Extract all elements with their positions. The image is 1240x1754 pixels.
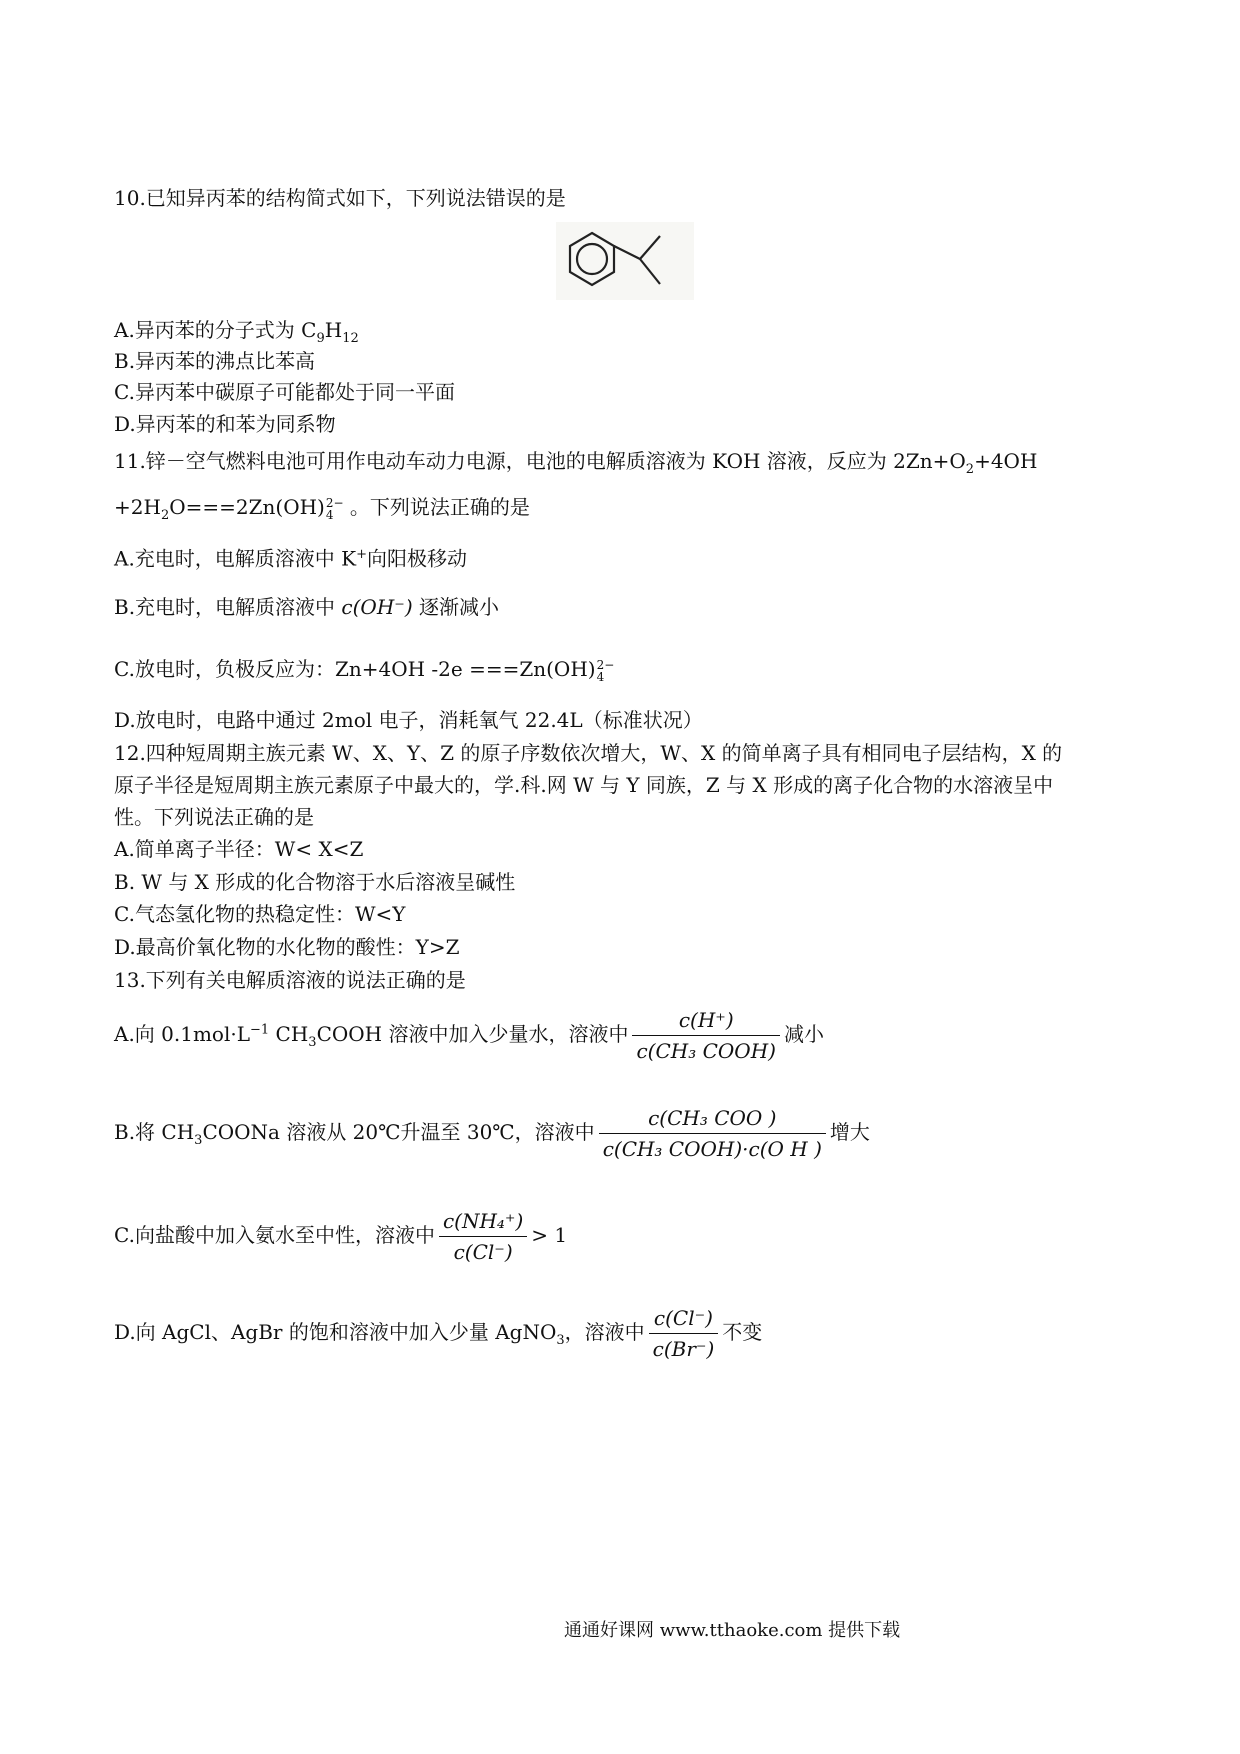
fraction-c-denominator: c(Cl⁻) [453, 1240, 513, 1264]
q10-option-c: C.异丙苯中碳原子可能都处于同一平面 [114, 380, 455, 404]
q11-option-c: C.放电时，负极反应为：Zn+4OH -2e ===Zn(OH) 2− 4 [114, 657, 615, 684]
q13-option-d: D.向 AgCl、AgBr 的饱和溶液中加入少量 AgNO$_3$，溶液中 $\frac{c(Cl^-)}{c(Br^-)}$ 不变 [114, 1306, 763, 1361]
bond-methyl-down [640, 259, 660, 284]
q12-stem-line3: 性。下列说法正确的是 [114, 805, 314, 829]
fraction-d [649, 1305, 719, 1362]
molecule-diagram [556, 222, 694, 300]
q13-stem: 13.下列有关电解质溶液的说法正确的是 [114, 968, 466, 992]
benzene-inner-circle [577, 244, 607, 274]
fraction-c [439, 1208, 527, 1265]
fraction-b [599, 1105, 826, 1162]
q13-option-c: C.向盐酸中加入氨水至中性，溶液中 $\frac{\text{c(NH₄⁺)}}{c(Cl^-)}$ > 1 [114, 1209, 568, 1264]
zincate-charge: 2− 4 [325, 495, 344, 522]
bond-methyl-up [640, 236, 660, 259]
q13-option-a: A.向 $0.1mol\cdot L^{-1}$ $CH_3COOH$ 溶液中加入少量水，溶液中 $\frac{c(H^+)}{\text{c(CH₃ COOH)}}$ 减小 [114, 1008, 824, 1063]
q12-stem-line2: 原子半径是短周期主族元素原子中最大的，学.科.网 W 与 Y 同族，Z 与 X 形成的离子化合物的水溶液呈中 [114, 773, 1054, 797]
q12-option-b: B. W 与 X 形成的化合物溶于水后溶液呈碱性 [114, 870, 516, 894]
q13-option-b: B.将 $CH_3COONa$ 溶液从 20℃升温至 30℃，溶液中 $\frac{\text{c(CH₃ COO )}}{\text{c(CH₃ COOH)·c(O H )}}$ 增大 [114, 1106, 870, 1161]
q12-option-a: A.简单离子半径：W< X<Z [114, 837, 364, 861]
zincate-charge-c: 2− 4 [596, 657, 615, 684]
q11-option-b: B.充电时，电解质溶液中 c(OH⁻) 逐渐减小 [114, 595, 499, 619]
q11-stem-line2: $+2H_2O===2Zn(OH)$ 2− 4 。下列说法正确的是 [114, 495, 530, 523]
fraction-a [632, 1007, 779, 1064]
q11-option-d: D.放电时，电路中通过 2mol 电子，消耗氧气 22.4L（标准状况） [114, 708, 703, 732]
q10-option-d: D.异丙苯的和苯为同系物 [114, 412, 336, 436]
fraction-a-numerator: c(H⁺) [632, 1007, 779, 1036]
isopropylbenzene-structure-image [556, 222, 694, 300]
fraction-d-numerator: c(Cl⁻) [649, 1305, 719, 1334]
q10-stem: 10.已知异丙苯的结构简式如下，下列说法错误的是 [114, 186, 566, 210]
q11-stem-line1: 11.锌－空气燃料电池可用作电动车动力电源，电池的电解质溶液为 KOH 溶液，反应为 $2Zn+O_2+4OH$ [114, 449, 1038, 477]
q10-option-a: A.异丙苯的分子式为 $C_9H_{12}$ [114, 318, 359, 346]
q10-option-b: B.异丙苯的沸点比苯高 [114, 349, 316, 373]
fraction-c-numerator: c(NH₄⁺) [439, 1208, 527, 1237]
fraction-b-numerator: c(CH₃ COO ) [599, 1105, 826, 1134]
q12-option-c: C.气态氢化物的热稳定性：W<Y [114, 902, 406, 926]
fraction-d-denominator: c(Br⁻) [652, 1337, 715, 1361]
fraction-a-denominator: c(CH₃ COOH) [636, 1039, 776, 1063]
fraction-b-denominator: c(CH₃ COOH)·c(O H ) [602, 1137, 822, 1161]
page-footer-source: 通通好课网 www.tthaoke.com 提供下载 [564, 1620, 901, 1641]
bond-ring-to-ch [614, 246, 640, 259]
q12-stem-line1: 12.四种短周期主族元素 W、X、Y、Z 的原子序数依次增大，W、X 的简单离子具有相同电子层结构，X 的 [114, 741, 1063, 765]
q11-option-a: A.充电时，电解质溶液中 K+向阳极移动 [114, 546, 468, 571]
q12-option-d: D.最高价氧化物的水化物的酸性：Y>Z [114, 935, 460, 959]
